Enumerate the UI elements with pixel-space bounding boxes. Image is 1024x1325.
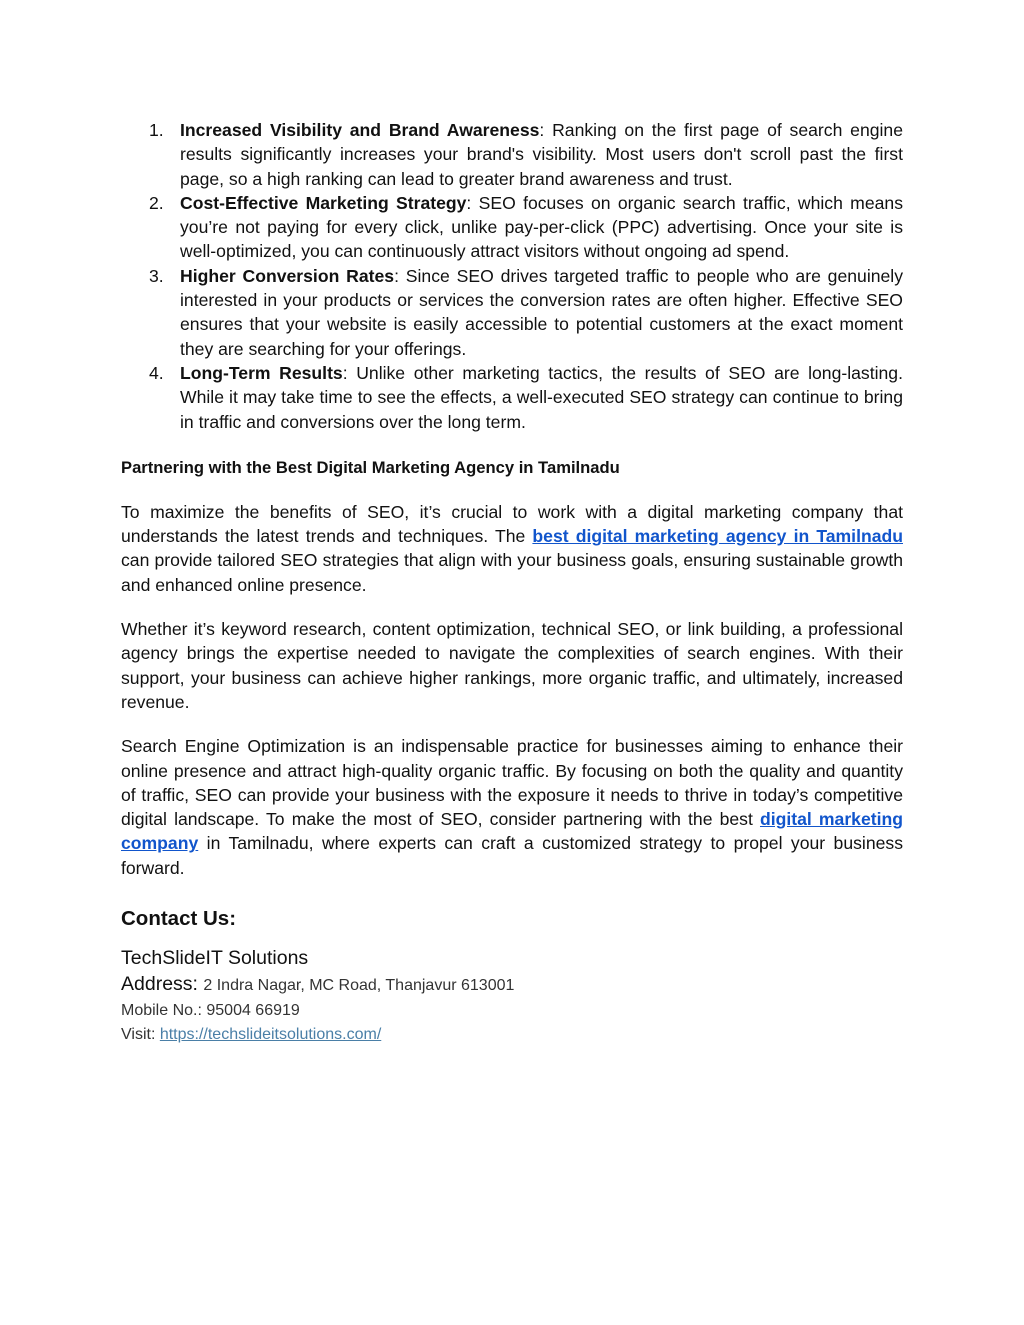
section-heading: Partnering with the Best Digital Marketing Agency in Tamilnadu bbox=[121, 457, 620, 477]
list-item-text: : Unlike other marketing tactics, the results of SEO are long-lasting. While it may take time to see the effects, a well-executed SEO strategy can continue to bring in traffic and conversions over the long term. bbox=[180, 362, 903, 432]
list-item-text: : SEO focuses on organic search traffic, which means you’re not paying for every click, unlike pay-per-click (PPC) advertising. Once your site is well-optimized, you can continuously attract visitors without ongoing ad spend. bbox=[180, 192, 903, 262]
paragraph-text: To maximize the benefits of SEO, it’s crucial to work with a digital marketing company that understands the latest trends and techniques. The bbox=[121, 501, 903, 547]
benefits-list bbox=[121, 118, 903, 434]
paragraph-agency bbox=[121, 500, 903, 597]
company-name: TechSlideIT Solutions bbox=[121, 947, 309, 970]
paragraph-text: Search Engine Optimization is an indispensable practice for businesses aiming to enhance their online presence and attract high-quality organic traffic. By focusing on both the quality and quantity of traffic, SEO can provide your business with the exposure it needs to thrive in today’s competitive digital landscape. To make the most of SEO, consider partnering with the best bbox=[121, 736, 903, 830]
list-item-title: Long-Term Results bbox=[180, 362, 343, 383]
list-item-number: 2. bbox=[149, 192, 164, 213]
paragraph-conclusion bbox=[121, 734, 903, 880]
document-page bbox=[121, 118, 903, 1047]
list-item-title: Increased Visibility and Brand Awareness bbox=[180, 120, 540, 140]
paragraph-expertise: Whether it’s keyword research, content optimization, technical SEO, or link building, a professional agency brings the expertise needed to navigate the complexities of search engines. With their support, your business can achieve higher rankings, more organic traffic, and ultimately, increased revenue. bbox=[121, 619, 903, 712]
list-item-text: : Since SEO drives targeted traffic to people who are genuinely interested in your products or services the conversion rates are often higher. Effective SEO ensures that your website is easily accessible to potential customers at the exact moment they are searching for your offerings. bbox=[180, 265, 903, 359]
list-item bbox=[120, 191, 903, 264]
agency-link[interactable]: best digital marketing agency in Tamilnadu bbox=[532, 526, 903, 547]
visit-line bbox=[121, 1023, 903, 1047]
company-link[interactable]: digital marketing company bbox=[121, 809, 903, 854]
paragraph-text: in Tamilnadu, where experts can craft a customized strategy to propel your business forward. bbox=[121, 833, 903, 878]
list-item-number: 3. bbox=[149, 265, 164, 286]
list-item bbox=[120, 264, 903, 361]
mobile-line: Mobile No.: 95004 66919 bbox=[121, 1002, 300, 1020]
list-item bbox=[120, 361, 903, 434]
contact-heading: Contact Us: bbox=[121, 907, 237, 931]
list-item-text: : Ranking on the first page of search engine results significantly increases your brand's visibility. Most users don't scroll past the first page, so a high ranking can lead to greater brand awareness and trust. bbox=[180, 120, 903, 189]
list-item-title: Higher Conversion Rates bbox=[180, 265, 395, 286]
paragraph-text: can provide tailored SEO strategies that align with your business goals, ensuring sustainable growth and enhanced online presence. bbox=[121, 550, 903, 595]
address-line bbox=[121, 971, 903, 999]
list-item bbox=[120, 118, 903, 191]
website-link[interactable]: https://techslideitsolutions.com/ bbox=[159, 1026, 382, 1044]
list-item-number: 1. bbox=[149, 120, 164, 140]
address-value: 2 Indra Nagar, MC Road, Thanjavur 613001 bbox=[203, 977, 515, 995]
list-item-number: 4. bbox=[149, 362, 164, 383]
address-label: Address: bbox=[121, 973, 204, 996]
list-item-title: Cost-Effective Marketing Strategy bbox=[180, 192, 467, 213]
visit-label: Visit: bbox=[121, 1026, 160, 1044]
